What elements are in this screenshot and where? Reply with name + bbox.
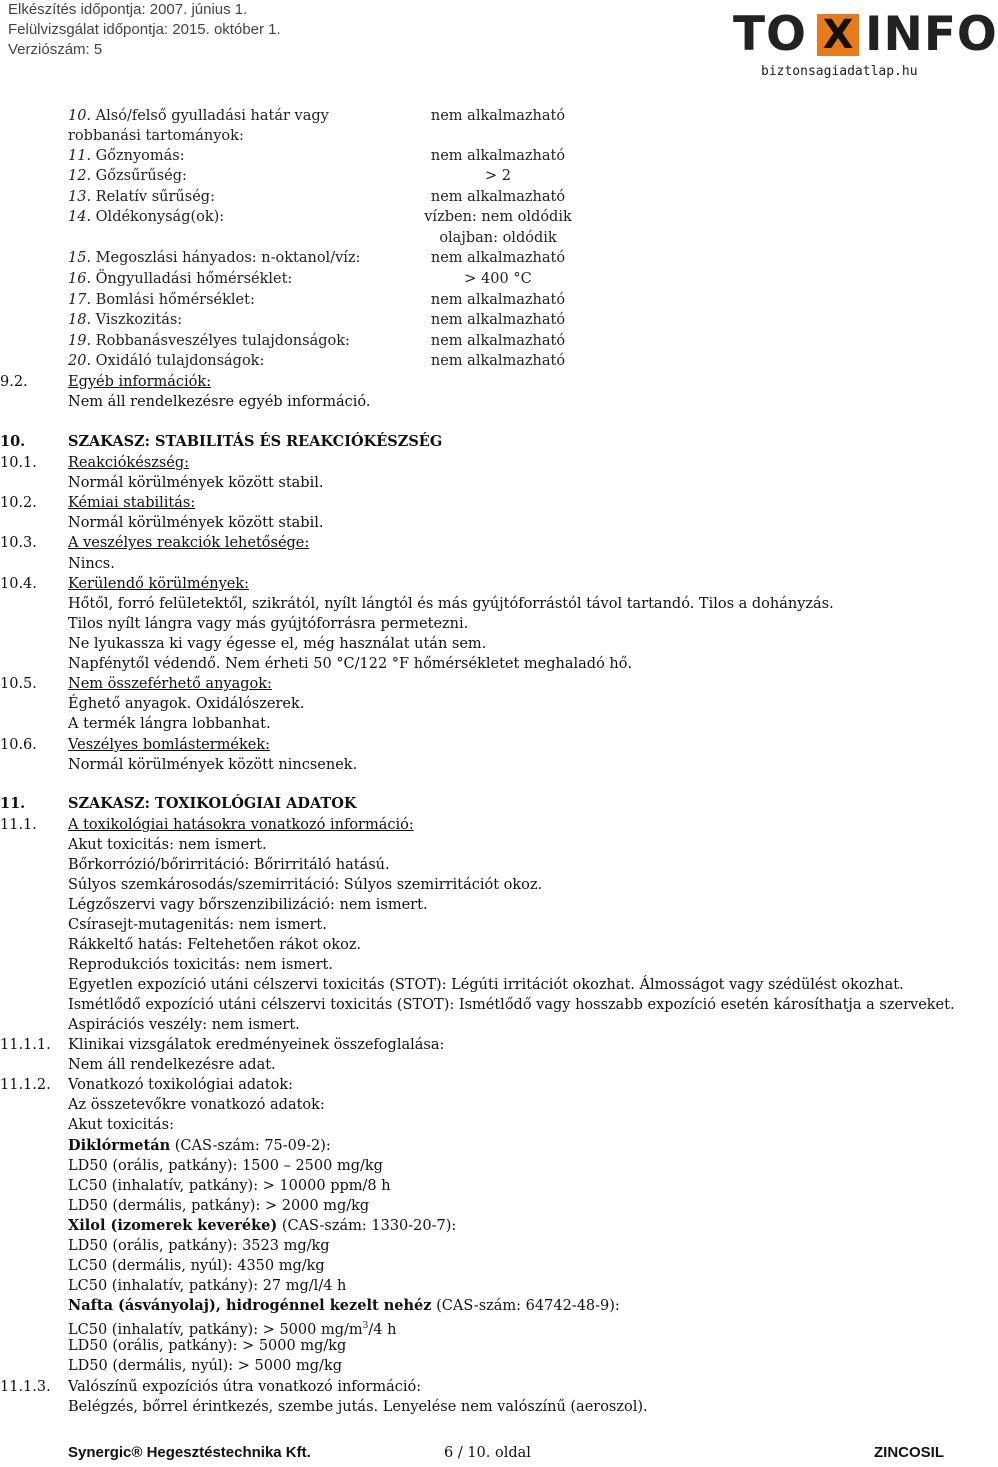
subsection-text: Normál körülmények között stabil. — [68, 475, 324, 491]
subsection-text: Napfénytől védendő. Nem érheti 50 °C/122 °F hőmérsékletet meghaladó hő. — [68, 656, 633, 672]
section-number: 11. — [0, 795, 26, 812]
subsection-text: Nem áll rendelkezésre adat. — [68, 1057, 276, 1073]
subsection-text: Aspirációs veszély: nem ismert. — [68, 1017, 300, 1033]
toxinfo-logo — [733, 7, 998, 88]
subsection-text: Normál körülmények között nincsenek. — [68, 757, 358, 773]
subsection-title: Reakciókészség: — [68, 455, 190, 471]
subsection-text: Akut toxicitás: — [68, 1117, 174, 1133]
prop-value: > 400 °C — [464, 271, 532, 287]
subsection-title: Valószínű expozíciós útra vonatkozó információ: — [68, 1379, 422, 1395]
footer-company: Synergic® Hegesztéstechnika Kft. — [68, 1444, 311, 1461]
prop-value: vízben: nem oldódik — [424, 209, 572, 225]
footer-product: ZINCOSIL — [874, 1444, 944, 1461]
prop-label: 12. Gőzsűrűség: — [68, 168, 187, 184]
document-header — [8, 0, 281, 60]
subsection-number: 10.3. — [0, 535, 37, 551]
section-text: Nem áll rendelkezésre egyéb információ. — [68, 394, 371, 410]
component-heading: Diklórmetán (CAS-szám: 75-09-2): — [68, 1137, 331, 1154]
prop-label: 18. Viszkozitás: — [68, 312, 183, 328]
subsection-text: Belégzés, bőrrel érintkezés, szembe jutás. Lenyelése nem valószínű (aeroszol). — [68, 1399, 648, 1415]
subsection-number: 10.6. — [0, 737, 37, 753]
component-heading: Xilol (izomerek keveréke) (CAS-szám: 1330-20-7): — [68, 1217, 457, 1234]
subsection-text: Ne lyukassza ki vagy égesse el, még használat után sem. — [68, 636, 487, 652]
subsection-number: 11.1.1. — [0, 1037, 51, 1053]
component-heading: Nafta (ásványolaj), hidrogénnel kezelt nehéz (CAS-szám: 64742-48-9): — [68, 1297, 620, 1314]
tox-value: LC50 (inhalatív, patkány): 27 mg/l/4 h — [68, 1278, 347, 1294]
subsection-title: Kémiai stabilitás: — [68, 495, 196, 511]
logo-word-right: INFO — [865, 7, 998, 62]
tox-value: LD50 (orális, patkány): 1500 – 2500 mg/kg — [68, 1158, 383, 1174]
section-heading: SZAKASZ: TOXIKOLÓGIAI ADATOK — [68, 795, 357, 812]
section-heading: SZAKASZ: STABILITÁS ÉS REAKCIÓKÉSZSÉG — [68, 433, 443, 450]
logo-x-mark: X — [817, 14, 859, 56]
subsection-title: Klinikai vizsgálatok eredményeinek összefoglalása: — [68, 1037, 445, 1053]
subsection-title: Veszélyes bomlástermékek: — [68, 737, 271, 753]
version: Verziószám: 5 — [8, 41, 103, 58]
prop-value: > 2 — [485, 168, 511, 184]
section-number: 9.2. — [0, 374, 28, 390]
subsection-title: Kerülendő körülmények: — [68, 576, 250, 592]
review-date: Felülvizsgálat időpontja: 2015. október 1. — [8, 21, 281, 38]
subsection-number: 10.2. — [0, 495, 37, 511]
subsection-number: 10.4. — [0, 576, 37, 592]
subsection-number: 11.1.2. — [0, 1077, 51, 1093]
tox-value: LC50 (dermális, nyúl): 4350 mg/kg — [68, 1258, 325, 1274]
prop-value: nem alkalmazható — [430, 148, 566, 164]
subsection-text: Akut toxicitás: nem ismert. — [68, 837, 267, 853]
subsection-text: Bőrkorrózió/bőrirritáció: Bőrirritáló hatású. — [68, 857, 390, 873]
prop-value: nem alkalmazható — [430, 333, 566, 349]
prop-label: 19. Robbanásveszélyes tulajdonságok: — [68, 333, 350, 349]
logo-word-left: TO — [733, 7, 808, 62]
prop-value: nem alkalmazható — [430, 250, 566, 266]
prop-value: olajban: oldódik — [439, 230, 557, 246]
tox-value: LC50 (inhalatív, patkány): > 5000 $mg/m^3/4$ h — [68, 1321, 397, 1338]
subsection-number: 11.1.3. — [0, 1379, 51, 1395]
subsection-text: Tilos nyílt lángra vagy más gyújtóforrásra permetezni. — [68, 616, 469, 632]
tox-value: LD50 (orális, patkány): 3523 mg/kg — [68, 1238, 330, 1254]
subsection-number: 10.5. — [0, 676, 37, 692]
subsection-text: Az összetevőkre vonatkozó adatok: — [68, 1097, 325, 1113]
subsection-number: 10.1. — [0, 455, 37, 471]
subsection-text: Csírasejt-mutagenitás: nem ismert. — [68, 917, 327, 933]
subsection-text: Ismétlődő expozíció utáni célszervi toxicitás (STOT): Ismétlődő vagy hosszabb expozíció esetén károsíthatja a szerveket. — [68, 997, 955, 1013]
logo-url: biztonsagiadatlap.hu — [761, 64, 918, 79]
prop-label: 15. Megoszlási hányados: n-oktanol/víz: — [68, 250, 361, 266]
prop-value: nem alkalmazható — [430, 189, 566, 205]
subsection-title: Nem összeférhető anyagok: — [68, 676, 272, 692]
section-title: Egyéb információk: — [68, 374, 212, 390]
prop-value: nem alkalmazható — [430, 292, 566, 308]
prep-date: Elkészítés időpontja: 2007. június 1. — [8, 1, 248, 18]
subsection-text: Egyetlen expozíció utáni célszervi toxicitás (STOT): Légúti irritációt okozhat. Álmosságot vagy szédülést okozhat. — [68, 977, 904, 993]
tox-value: LD50 (dermális, patkány): > 2000 mg/kg — [68, 1198, 370, 1214]
prop-label: 11. Gőznyomás: — [68, 148, 185, 164]
section-number: 10. — [0, 433, 26, 450]
tox-value: LD50 (dermális, nyúl): > 5000 mg/kg — [68, 1358, 343, 1374]
subsection-text: Normál körülmények között stabil. — [68, 515, 324, 531]
subsection-text: Nincs. — [68, 556, 115, 572]
subsection-number: 11.1. — [0, 817, 37, 833]
subsection-title: A veszélyes reakciók lehetősége: — [68, 535, 310, 551]
prop-label: 10. Alsó/felső gyulladási határ vagy — [68, 108, 329, 124]
subsection-text: Hőtől, forró felületektől, szikrától, nyílt lángtól és más gyújtóforrástól távol tartandó. Tilos a dohányzás. — [68, 596, 834, 612]
subsection-title: A toxikológiai hatásokra vonatkozó információ: — [68, 817, 414, 833]
subsection-title: Vonatkozó toxikológiai adatok: — [68, 1077, 294, 1093]
prop-label: 13. Relatív sűrűség: — [68, 189, 215, 205]
footer-page-number: 6 / 10. oldal — [444, 1445, 531, 1461]
prop-value: nem alkalmazható — [430, 312, 566, 328]
prop-label: 17. Bomlási hőmérséklet: — [68, 292, 255, 308]
subsection-text: Reprodukciós toxicitás: nem ismert. — [68, 957, 333, 973]
prop-value: nem alkalmazható — [430, 353, 566, 369]
tox-value: LC50 (inhalatív, patkány): > 10000 ppm/8 h — [68, 1178, 391, 1194]
subsection-text: Légzőszervi vagy bőrszenzibilizáció: nem ismert. — [68, 897, 428, 913]
subsection-text: Éghető anyagok. Oxidálószerek. — [68, 696, 305, 712]
prop-value: nem alkalmazható — [430, 108, 566, 124]
subsection-text: Rákkeltő hatás: Feltehetően rákot okoz. — [68, 937, 362, 953]
prop-label: 14. Oldékonyság(ok): — [68, 209, 225, 225]
prop-label: 20. Oxidáló tulajdonságok: — [68, 353, 265, 369]
prop-label: robbanási tartományok: — [68, 128, 244, 144]
prop-label: 16. Öngyulladási hőmérséklet: — [68, 271, 293, 287]
tox-value: LD50 (orális, patkány): > 5000 mg/kg — [68, 1338, 347, 1354]
subsection-text: Súlyos szemkárosodás/szemirritáció: Súlyos szemirritációt okoz. — [68, 877, 543, 893]
subsection-text: A termék lángra lobbanhat. — [68, 716, 271, 732]
